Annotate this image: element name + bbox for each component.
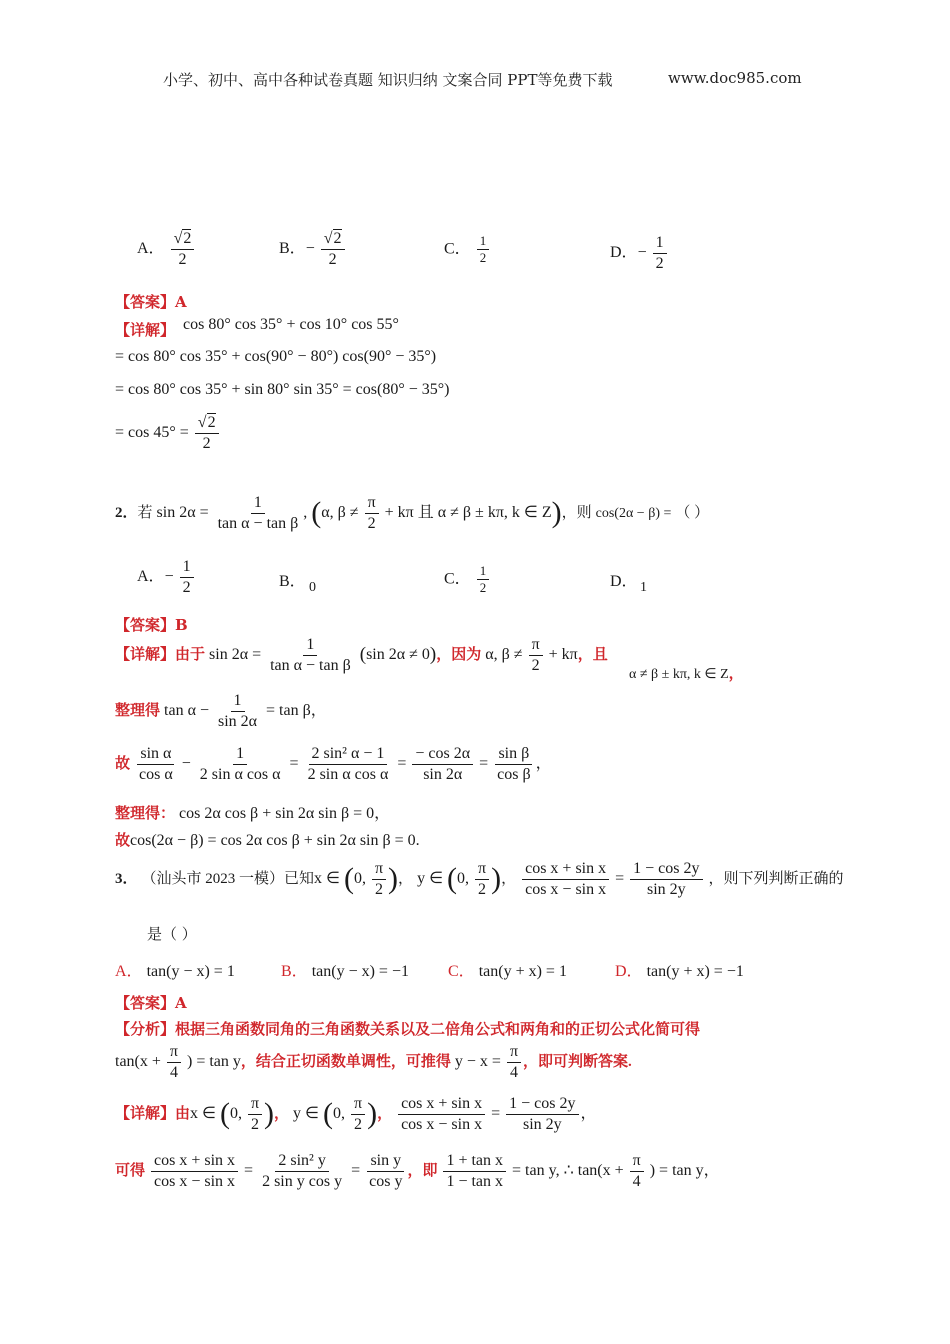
q1-option-b: B．− $\frac{√2}{2}$ bbox=[279, 230, 347, 268]
q1-option-a: A． $\frac{√2}{2}$ bbox=[137, 230, 196, 268]
q2-detail-3: 故 $\frac{\text{sin α}}{\text{cos α}}$ − $\frac{1}{\text{2 sin α cos α}}$ = $\frac{\text{2 sin² α − 1}}{\text{2 sin α cos α}}$ = $\frac{- \cos 2\alpha}{\sin 2\alpha}$ = $\frac{\text{sin β}}{\text{cos β}}$ ， bbox=[115, 745, 552, 783]
q2-detail-5: 故cos(2α − β) = cos 2α cos β + sin 2α sin β = 0. bbox=[115, 832, 420, 849]
option-label: D． bbox=[610, 243, 638, 261]
q3-detail-2: 可得 $\frac{\text{cos x + sin x}}{\text{cos x − sin x}}$ = $\frac{\text{2 sin² y}}{\text{2 sin y cos y}}$ = $\frac{\text{sin y}}{\text{cos y}}$ ，即 $\frac{\text{1 + tan x}}{\text{1 − tan x}}$ = tan y, ∴ tan(x + $\frac{\pi}{4}$ ) = tan y， bbox=[115, 1152, 720, 1190]
header-text: 小学、初中、高中各种试卷真题 知识归纳 文案合同 PPT等免费下载 bbox=[163, 71, 613, 89]
option-label: A． bbox=[137, 239, 165, 257]
header-site: www.doc985.com bbox=[668, 69, 802, 87]
q2-detail-2: 整理得 tan α − $\frac{1}{\sin 2\alpha}$ = tan β， bbox=[115, 692, 327, 730]
q1-option-d: D．− $\frac{1}{2}$ bbox=[610, 234, 669, 272]
q1-step-2: = cos 80° cos 35° + cos(90° − 80°) cos(90° − 35°) bbox=[115, 348, 437, 365]
q2-stem: 2．若 sin 2α = $\frac{1}{\text{tan α − tan β}}$ , (α, β ≠ $\frac{\pi}{2}$ + kπ 且 α ≠ β ± kπ, k ∈ Z)，则 cos(2α − β) = （ ） bbox=[115, 494, 710, 532]
q1-step-4: = cos 45° = $\frac{√2}{2}$ bbox=[115, 414, 221, 452]
q1-step-3: = cos 80° cos 35° + sin 80° sin 35° = cos(80° − 35°) bbox=[115, 381, 450, 398]
q2-detail-1: 【详解】由于 sin 2α = $\frac{1}{\text{tan α − tan β}}$ (sin 2α ≠ 0)，因为 α, β ≠ $\frac{\pi}{2}$ + kπ，且 bbox=[115, 636, 608, 674]
q3-stem-line2: 是（ ） bbox=[147, 925, 197, 943]
q2-detail-1-cond: α ≠ β ± kπ, k ∈ Z， bbox=[629, 666, 744, 682]
q2-option-b: B． bbox=[279, 573, 306, 590]
q3-stem: 3． （汕头市 2023 一模）已知x ∈ (0, $\frac{\pi}{2}$ )， y ∈ (0, $\frac{\pi}{2}$ )， $\frac{\text{cos x + sin x}}{\text{cos x − sin x}}$ = $\frac{1 - \cos 2y}{\sin 2y}$ ，则下列判断正确的 bbox=[115, 860, 844, 898]
q2-answer: 【答案】B bbox=[115, 616, 188, 634]
q3-analysis: 【分析】根据三角函数同角的三角函数关系以及二倍角公式和两角和的正切公式化简可得 bbox=[115, 1020, 701, 1038]
q3-option-a: A． tan(y − x) = 1 bbox=[115, 963, 235, 980]
q2-option-d: D． bbox=[610, 573, 638, 590]
q3-option-d: D． tan(y + x) = −1 bbox=[615, 963, 744, 980]
q3-option-b: B． tan(y − x) = −1 bbox=[281, 963, 409, 980]
q2-option-c: C． $\frac{1}{2}$ bbox=[444, 564, 491, 596]
option-label: B． bbox=[279, 239, 306, 257]
q1-option-c: C． $\frac{1}{2}$ bbox=[444, 234, 491, 266]
q2-option-a: A．− $\frac{1}{2}$ bbox=[137, 558, 196, 596]
q1-answer: 【答案】A bbox=[115, 293, 187, 311]
q1-detail-label: 【详解】 bbox=[115, 321, 176, 339]
q2-detail-4: 整理得： cos 2α cos β + sin 2α sin β = 0， bbox=[115, 805, 391, 822]
q3-option-c: C． tan(y + x) = 1 bbox=[448, 963, 567, 980]
q3-analysis-line2: tan(x + $\frac{\pi}{4}$ ) = tan y，结合正切函数单调性，可推得 y − x = $\frac{\pi}{4}$ ，即可判断答案. bbox=[115, 1043, 632, 1081]
q1-step-1: cos 80° cos 35° + cos 10° cos 55° bbox=[183, 316, 399, 333]
q2-option-b-value: 0 bbox=[309, 580, 316, 595]
q2-option-d-value: 1 bbox=[640, 580, 647, 595]
q3-detail-1: 【详解】由x ∈ (0, $\frac{\pi}{2}$ )， y ∈ (0, $\frac{\pi}{2}$ )， $\frac{\text{cos x + sin x}}{\text{cos x − sin x}}$ = $\frac{1 - \cos 2y}{\sin 2y}$ ， bbox=[115, 1095, 597, 1133]
option-label: C． bbox=[444, 240, 471, 258]
q3-answer: 【答案】A bbox=[115, 994, 187, 1012]
